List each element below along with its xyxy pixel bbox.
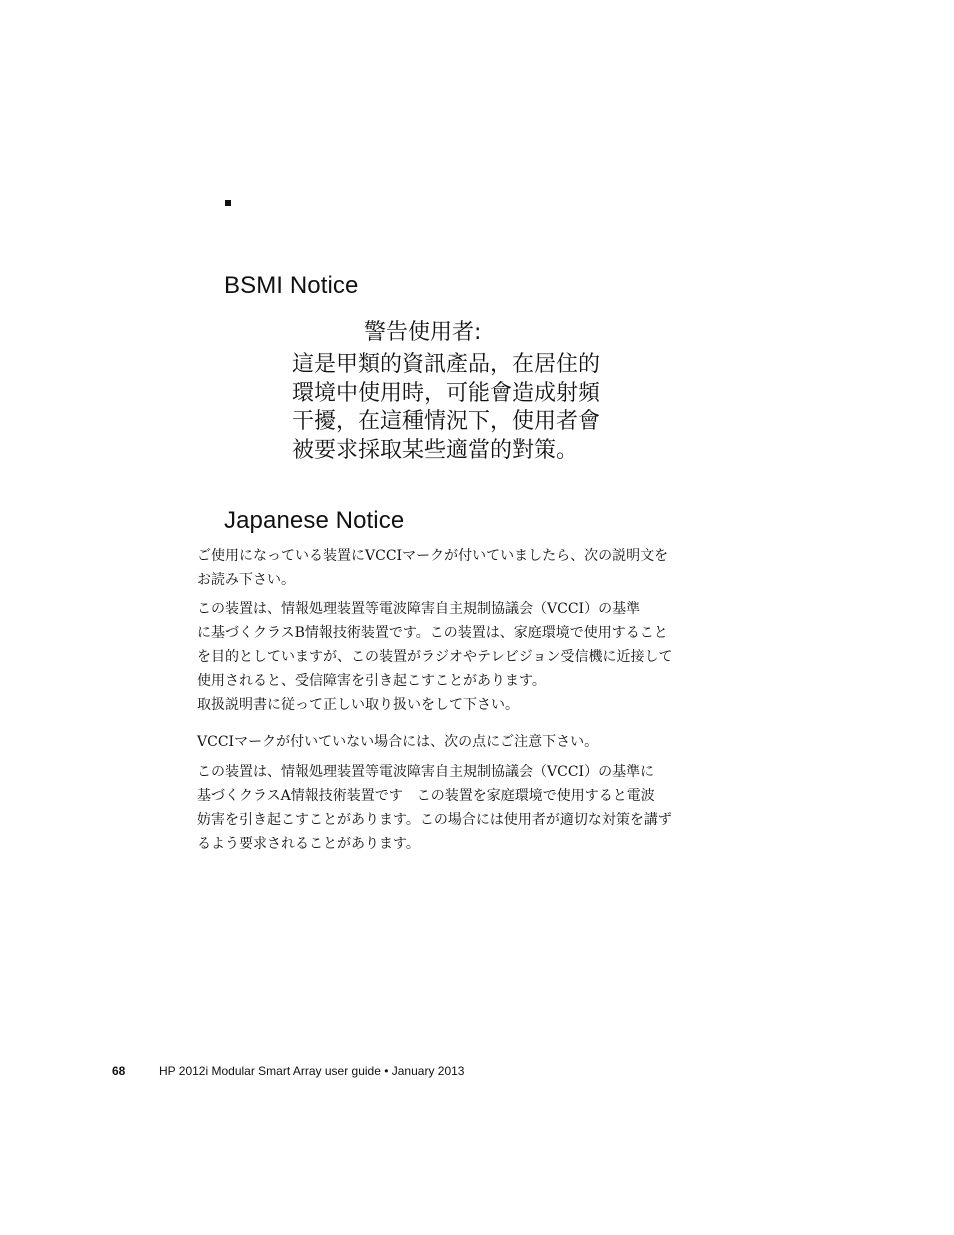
bsmi-warning-title: 警告使用者: [364, 320, 482, 345]
japanese-line: 使用されると、受信障害を引き起こすことがあります。 [197, 673, 546, 689]
japanese-notice-heading: Japanese Notice [224, 507, 405, 534]
japanese-line: 基づくクラスA情報技術装置です この装置を家庭環境で使用すると電波 [197, 788, 655, 804]
bsmi-line: 干擾，在這種情況下，使用者會 [292, 409, 601, 434]
footer-text: HP 2012i Modular Smart Array user guide • January 2013 [159, 1064, 465, 1078]
bsmi-line: 被要求採取某些適當的對策。 [292, 437, 579, 463]
bsmi-notice-text [292, 318, 632, 465]
page-footer [112, 1064, 464, 1078]
japanese-line: VCCIマークが付いていない場合には、次の点にご注意下さい。 [197, 734, 599, 750]
japanese-line: に基づくクラスB情報技術装置です。この装置は、家庭環境で使用すること [197, 625, 668, 641]
japanese-line: 妨害を引き起こすことがあります。この場合には使用者が適切な対策を講ず [197, 812, 672, 828]
japanese-line: この装置は、情報処理装置等電波障害自主規制協議会（VCCI）の基準に [197, 764, 655, 780]
bullet-marker [225, 200, 231, 206]
page-number: 68 [112, 1064, 126, 1078]
japanese-line: お読み下さい。 [197, 572, 295, 588]
japanese-line: この装置は、情報処理装置等電波障害自主規制協議会（VCCI）の基準 [197, 601, 641, 617]
bsmi-line: 環境中使用時，可能會造成射頻 [292, 380, 601, 406]
japanese-line: ご使用になっている装置にVCCIマークが付いていましたら、次の説明文を [197, 548, 669, 564]
japanese-line: るよう要求されることがあります。 [197, 836, 420, 852]
japanese-line: 取扱説明書に従って正しい取り扱いをして下さい。 [197, 697, 519, 713]
japanese-paragraph-4 [197, 760, 722, 856]
japanese-paragraph-3 [197, 730, 722, 754]
japanese-paragraph-2 [197, 597, 722, 717]
bsmi-notice-heading: BSMI Notice [224, 272, 359, 299]
bsmi-line: 這是甲類的資訊產品，在居住的 [292, 352, 601, 377]
japanese-paragraph-1 [197, 544, 722, 592]
japanese-line: を目的としていますが、この装置がラジオやテレビジョン受信機に近接して [197, 649, 673, 665]
